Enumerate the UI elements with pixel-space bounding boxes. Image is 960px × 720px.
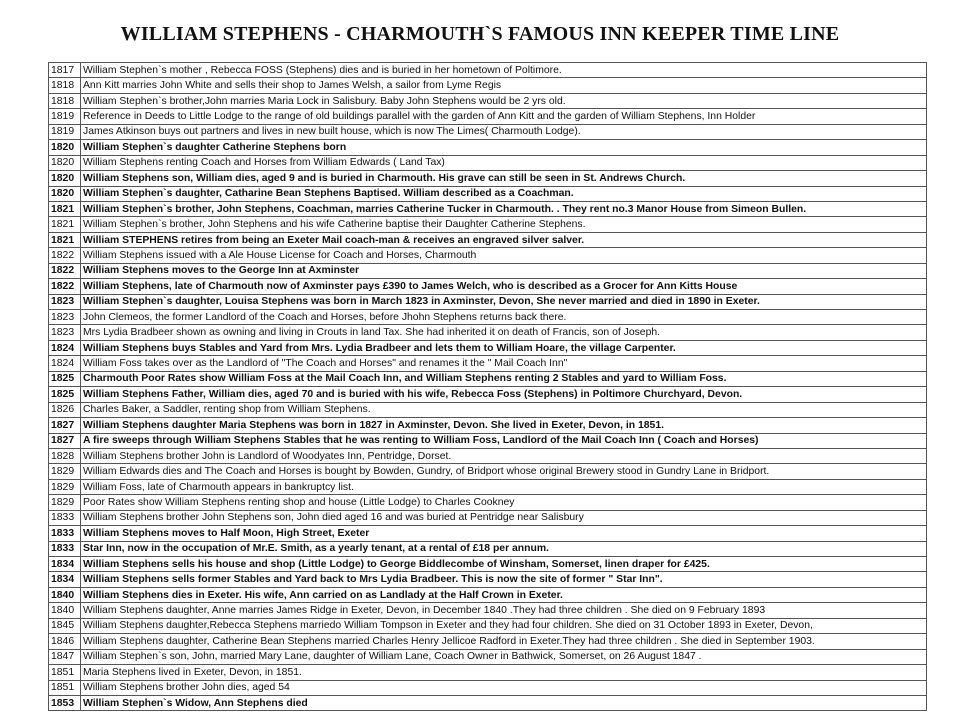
table-row xyxy=(49,448,927,463)
row-year: 1826 xyxy=(49,402,81,417)
row-year: 1851 xyxy=(49,680,81,695)
row-event: William Stephen`s daughter, Louisa Stephens was born in March 1823 in Axminster, Devon, She never married and died in 1890 in Exeter. xyxy=(81,294,927,309)
table-row xyxy=(49,63,927,78)
row-year: 1829 xyxy=(49,495,81,510)
table-row xyxy=(49,371,927,386)
table-row xyxy=(49,186,927,201)
table-row xyxy=(49,93,927,108)
row-event: William Stephens sells his house and shop (Little Lodge) to George Biddlecombe of Winsham, Somerset, linen draper for £425. xyxy=(81,557,927,572)
row-year: 1829 xyxy=(49,464,81,479)
row-event: Mrs Lydia Bradbeer shown as owning and living in Crouts in land Tax. She had inherited it on death of Francis, son of Joseph. xyxy=(81,325,927,340)
timeline-table xyxy=(48,62,927,711)
row-year: 1821 xyxy=(49,201,81,216)
table-row xyxy=(49,649,927,664)
table-row xyxy=(49,155,927,170)
row-year: 1840 xyxy=(49,587,81,602)
table-row xyxy=(49,325,927,340)
row-year: 1824 xyxy=(49,356,81,371)
row-year: 1851 xyxy=(49,665,81,680)
row-year: 1824 xyxy=(49,340,81,355)
table-row xyxy=(49,510,927,525)
row-year: 1829 xyxy=(49,479,81,494)
table-row xyxy=(49,310,927,325)
table-row xyxy=(49,171,927,186)
table-row xyxy=(49,201,927,216)
row-event: Charles Baker, a Saddler, renting shop from William Stephens. xyxy=(81,402,927,417)
row-event: Maria Stephens lived in Exeter, Devon, in 1851. xyxy=(81,665,927,680)
table-row xyxy=(49,402,927,417)
row-event: William Stephens daughter, Anne marries James Ridge in Exeter, Devon, in December 1840 .They had three children . She died on 9 February 1893 xyxy=(81,603,927,618)
table-row xyxy=(49,279,927,294)
row-event: William Stephen`s mother , Rebecca FOSS (Stephens) dies and is buried in her hometown of Poltimore. xyxy=(81,63,927,78)
row-event: William Edwards dies and The Coach and Horses is bought by Bowden, Gundry, of Bridport whose original Brewery stood in Gundry Lane in Bridport. xyxy=(81,464,927,479)
row-event: William Stephens son, William dies, aged 9 and is buried in Charmouth. His grave can still be seen in St. Andrews Church. xyxy=(81,171,927,186)
row-event: William Stephens moves to Half Moon, High Street, Exeter xyxy=(81,526,927,541)
table-row xyxy=(49,587,927,602)
row-year: 1827 xyxy=(49,418,81,433)
row-year: 1820 xyxy=(49,171,81,186)
row-event: William Stephens, late of Charmouth now of Axminster pays £390 to James Welch, who is described as a Grocer for Ann Kitts House xyxy=(81,279,927,294)
row-year: 1847 xyxy=(49,649,81,664)
table-row xyxy=(49,464,927,479)
table-row xyxy=(49,356,927,371)
row-event: James Atkinson buys out partners and lives in new built house, which is now The Limes( Charmouth Lodge). xyxy=(81,124,927,139)
row-event: William Stephens renting Coach and Horses from William Edwards ( Land Tax) xyxy=(81,155,927,170)
row-year: 1818 xyxy=(49,78,81,93)
row-year: 1840 xyxy=(49,603,81,618)
row-event: Poor Rates show William Stephens renting shop and house (Little Lodge) to Charles Cookney xyxy=(81,495,927,510)
table-row xyxy=(49,124,927,139)
row-event: William Stephens daughter Maria Stephens was born in 1827 in Axminster, Devon. She lived in Exeter, Devon, in 1851. xyxy=(81,418,927,433)
row-year: 1833 xyxy=(49,526,81,541)
row-event: William Stephens moves to the George Inn at Axminster xyxy=(81,263,927,278)
row-event: William Stephens buys Stables and Yard from Mrs. Lydia Bradbeer and lets them to William Hoare, the village Carpenter. xyxy=(81,340,927,355)
table-row xyxy=(49,680,927,695)
row-year: 1827 xyxy=(49,433,81,448)
row-year: 1820 xyxy=(49,186,81,201)
row-event: William STEPHENS retires from being an Exeter Mail coach-man & receives an engraved silver salver. xyxy=(81,232,927,247)
row-event: William Stephens brother John is Landlord of Woodyates Inn, Pentridge, Dorset. xyxy=(81,448,927,463)
row-year: 1819 xyxy=(49,124,81,139)
table-row xyxy=(49,263,927,278)
page-title: WILLIAM STEPHENS - CHARMOUTH`S FAMOUS INN KEEPER TIME LINE xyxy=(120,23,840,45)
row-event: William Stephens brother John dies, aged 54 xyxy=(81,680,927,695)
table-row xyxy=(49,618,927,633)
row-year: 1833 xyxy=(49,541,81,556)
row-event: William Stephen`s daughter Catherine Stephens born xyxy=(81,140,927,155)
table-row xyxy=(49,634,927,649)
row-event: Reference in Deeds to Little Lodge to the range of old buildings parallel with the garden of Ann Kitt and the garden of William Stephens, Inn Holder xyxy=(81,109,927,124)
row-event: William Foss, late of Charmouth appears in bankruptcy list. xyxy=(81,479,927,494)
row-event: William Stephen`s son, John, married Mary Lane, daughter of William Lane, Coach Owner in Bathwick, Somerset, on 26 August 1847 . xyxy=(81,649,927,664)
row-year: 1821 xyxy=(49,232,81,247)
row-year: 1823 xyxy=(49,294,81,309)
row-year: 1822 xyxy=(49,263,81,278)
row-event: William Foss takes over as the Landlord of "The Coach and Horses" and renames it the " Mail Coach Inn" xyxy=(81,356,927,371)
row-year: 1819 xyxy=(49,109,81,124)
row-year: 1817 xyxy=(49,63,81,78)
row-event: William Stephen`s daughter, Catharine Bean Stephens Baptised. William described as a Coachman. xyxy=(81,186,927,201)
table-row xyxy=(49,78,927,93)
row-event: William Stephens dies in Exeter. His wife, Ann carried on as Landlady at the Half Crown in Exeter. xyxy=(81,587,927,602)
row-event: William Stephen`s brother, John Stephens and his wife Catherine baptise their Daughter Catherine Stephens. xyxy=(81,217,927,232)
table-row xyxy=(49,695,927,710)
table-row xyxy=(49,433,927,448)
row-event: John Clemeos, the former Landlord of the Coach and Horses, before Jhohn Stephens returns back there. xyxy=(81,310,927,325)
row-year: 1822 xyxy=(49,279,81,294)
row-year: 1822 xyxy=(49,248,81,263)
row-event: William Stephens sells former Stables and Yard back to Mrs Lydia Bradbeer. This is now the site of former " Star Inn". xyxy=(81,572,927,587)
row-year: 1828 xyxy=(49,448,81,463)
table-row xyxy=(49,479,927,494)
table-row xyxy=(49,232,927,247)
table-row xyxy=(49,557,927,572)
row-event: A fire sweeps through William Stephens Stables that he was renting to William Foss, Landlord of the Mail Coach Inn ( Coach and Horses) xyxy=(81,433,927,448)
row-year: 1853 xyxy=(49,695,81,710)
row-year: 1834 xyxy=(49,557,81,572)
row-event: William Stephens Father, William dies, aged 70 and is buried with his wife, Rebecca Foss (Stephens) in Poltimore Churchyard, Devon. xyxy=(81,387,927,402)
row-year: 1820 xyxy=(49,140,81,155)
timeline-body xyxy=(49,63,927,711)
row-year: 1823 xyxy=(49,325,81,340)
table-row xyxy=(49,109,927,124)
row-year: 1818 xyxy=(49,93,81,108)
table-row xyxy=(49,665,927,680)
table-row xyxy=(49,495,927,510)
table-row xyxy=(49,526,927,541)
row-year: 1825 xyxy=(49,371,81,386)
row-year: 1823 xyxy=(49,310,81,325)
row-year: 1825 xyxy=(49,387,81,402)
row-year: 1845 xyxy=(49,618,81,633)
row-event: William Stephen`s brother,John marries Maria Lock in Salisbury. Baby John Stephens would be 2 yrs old. xyxy=(81,93,927,108)
table-row xyxy=(49,140,927,155)
row-event: William Stephen`s brother, John Stephens, Coachman, marries Catherine Tucker in Charmouth. . They rent no.3 Manor House from Simeon Bullen. xyxy=(81,201,927,216)
table-row xyxy=(49,248,927,263)
row-year: 1821 xyxy=(49,217,81,232)
row-year: 1846 xyxy=(49,634,81,649)
row-event: Star Inn, now in the occupation of Mr.E. Smith, as a yearly tenant, at a rental of £18 per annum. xyxy=(81,541,927,556)
row-event: William Stephens daughter, Catherine Bean Stephens married Charles Henry Jellicoe Radford in Exeter.They had three children . She died in September 1903. xyxy=(81,634,927,649)
table-row xyxy=(49,217,927,232)
row-event: William Stephens daughter,Rebecca Stephens marriedo William Tompson in Exeter and they had four children. She died on 31 October 1893 in Exeter, Devon, xyxy=(81,618,927,633)
table-row xyxy=(49,294,927,309)
table-row xyxy=(49,603,927,618)
row-year: 1820 xyxy=(49,155,81,170)
table-row xyxy=(49,418,927,433)
row-event: William Stephen`s Widow, Ann Stephens died xyxy=(81,695,927,710)
table-row xyxy=(49,541,927,556)
table-row xyxy=(49,572,927,587)
row-year: 1833 xyxy=(49,510,81,525)
row-event: Ann Kitt marries John White and sells their shop to James Welsh, a sailor from Lyme Regis xyxy=(81,78,927,93)
row-event: Charmouth Poor Rates show William Foss at the Mail Coach Inn, and William Stephens renting 2 Stables and yard to William Foss. xyxy=(81,371,927,386)
row-year: 1834 xyxy=(49,572,81,587)
table-row xyxy=(49,387,927,402)
row-event: William Stephens brother John Stephens son, John died aged 16 and was buried at Pentridge near Salisbury xyxy=(81,510,927,525)
row-event: William Stephens issued with a Ale House License for Coach and Horses, Charmouth xyxy=(81,248,927,263)
table-row xyxy=(49,340,927,355)
